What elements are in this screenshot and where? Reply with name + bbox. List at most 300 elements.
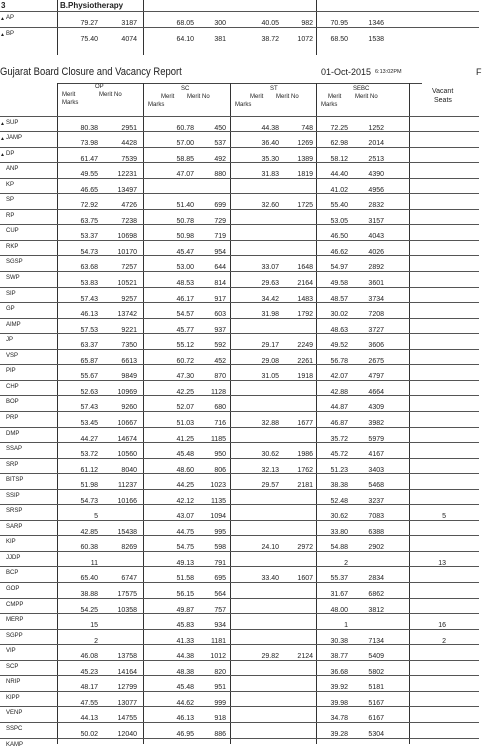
cell-sebc-merit: 70.95 <box>330 20 348 27</box>
cell-sebc-merit: 36.68 <box>330 668 348 676</box>
cell-vacant: 5 <box>442 513 446 521</box>
cell-sc-no: 999 <box>214 699 226 707</box>
cell-sc-no: 806 <box>214 466 226 474</box>
row-code: SRP <box>6 461 19 468</box>
cell-st-no: 1483 <box>297 295 313 303</box>
cell-st-merit: 24.10 <box>261 544 279 552</box>
cell-sebc-merit: 33.80 <box>330 528 348 536</box>
cell-sebc-merit: 55.40 <box>330 202 348 210</box>
cell-op-no: 10698 <box>117 233 137 241</box>
cell-op-no: 4074 <box>121 36 137 43</box>
cell-sebc-no: 6388 <box>368 528 384 536</box>
cell-sebc-merit: 30.02 <box>330 311 348 319</box>
cell-sc-no: 719 <box>214 233 226 241</box>
report-time: 6:13:02PM <box>375 69 402 75</box>
header-st: ST <box>270 86 278 92</box>
row-code: SP <box>6 197 15 204</box>
cell-sc-merit: 46.95 <box>176 730 194 738</box>
cell-op-merit: 63.37 <box>80 342 98 350</box>
row-code: SWP <box>6 275 20 281</box>
cell-sebc-no: 2834 <box>368 575 384 583</box>
cell-op-merit: 63.68 <box>80 264 98 272</box>
cell-op-no: 10358 <box>117 606 137 614</box>
row-separator <box>0 193 479 194</box>
cell-op-no: 4726 <box>121 202 137 210</box>
cell-sebc-no: 6862 <box>368 591 384 598</box>
cell-sebc-merit: 39.28 <box>330 730 348 738</box>
cell-sc-merit: 45.47 <box>176 248 194 256</box>
cell-sc-merit: 50.78 <box>176 217 194 225</box>
cell-sc-no: 954 <box>214 248 226 256</box>
row-code: CMPP <box>6 601 24 608</box>
cell-sc-merit: 49.13 <box>176 559 194 567</box>
cell-sc-merit: 51.58 <box>176 575 194 583</box>
header-sebc-marks: Marks <box>321 102 338 108</box>
cell-op-no: 9257 <box>121 295 137 303</box>
cell-sc-no: 1023 <box>210 482 226 490</box>
row-separator <box>0 566 479 567</box>
cell-sebc-merit: 45.72 <box>330 451 348 459</box>
cell-sc-merit: 46.17 <box>176 295 194 303</box>
cell-sc-no: 699 <box>214 202 226 210</box>
cell-sc-no: 492 <box>214 155 226 163</box>
cell-sebc-no: 3734 <box>368 295 384 303</box>
cell-op-merit: 46.13 <box>80 311 98 319</box>
row-code: SSIP <box>6 492 20 499</box>
cell-sc-no: 820 <box>214 668 226 676</box>
cell-sebc-merit: 51.23 <box>330 466 348 474</box>
row-separator <box>0 224 479 225</box>
cell-sc-merit: 55.12 <box>176 342 194 350</box>
row-separator <box>0 131 479 132</box>
header-op-merit-no: Merit No <box>99 92 122 98</box>
row-code: AP <box>6 15 15 21</box>
row-marker-icon: ▲ <box>0 16 5 22</box>
cell-sc-no: 1094 <box>210 513 226 521</box>
cell-op-merit: 80.38 <box>80 124 98 132</box>
cell-op-merit: 53.83 <box>80 280 98 287</box>
cell-op-merit: 65.87 <box>80 357 98 365</box>
cell-sebc-no: 4956 <box>368 186 384 194</box>
cell-st-no: 2972 <box>297 544 313 552</box>
cell-op-merit: 54.73 <box>80 497 98 505</box>
cell-st-merit: 29.08 <box>261 357 279 365</box>
cell-op-merit: 46.65 <box>80 186 98 194</box>
row-code: CUP <box>6 228 19 235</box>
cell-vacant: 16 <box>438 622 446 630</box>
cell-op-merit: 46.08 <box>80 653 98 661</box>
cell-sebc-no: 5979 <box>368 435 384 443</box>
cell-op-no: 6747 <box>121 575 137 583</box>
cell-sebc-merit: 42.88 <box>330 388 348 396</box>
cell-st-no: 1918 <box>297 373 313 381</box>
course-name: B.Physiotherapy <box>60 1 124 10</box>
cell-sc-no: 680 <box>214 404 226 412</box>
report-date: 01-Oct-2015 <box>321 67 372 77</box>
cell-sebc-no: 5409 <box>368 653 384 661</box>
header-sebc-merit: Merit <box>328 94 342 100</box>
cell-sc-no: 729 <box>214 217 226 225</box>
cell-op-merit: 2 <box>94 637 98 645</box>
header-op-merit: Merit <box>62 92 76 98</box>
cell-sebc-no: 2513 <box>368 155 384 163</box>
report-title: Gujarat Board Closure and Vacancy Report <box>0 66 182 78</box>
cell-op-merit: 79.27 <box>80 20 98 27</box>
cell-op-no: 10170 <box>117 248 137 256</box>
row-separator <box>0 722 479 723</box>
row-code: DP <box>6 150 15 157</box>
cell-vacant: 2 <box>442 637 446 645</box>
cell-sc-no: 695 <box>214 575 226 583</box>
row-separator <box>0 458 479 459</box>
cell-op-no: 4428 <box>121 140 137 148</box>
cell-sebc-no: 1346 <box>368 20 384 27</box>
row-code: DMP <box>6 430 20 437</box>
cell-sc-no: 537 <box>214 140 226 148</box>
cell-sebc-merit: 62.98 <box>330 140 348 148</box>
cell-st-no: 1762 <box>297 466 313 474</box>
header-sebc: SEBC <box>353 86 370 92</box>
cell-sc-merit: 41.33 <box>176 637 194 645</box>
cell-op-merit: 73.98 <box>80 140 98 148</box>
cell-sc-no: 1185 <box>210 435 226 443</box>
cell-op-no: 12040 <box>117 730 137 738</box>
cell-op-merit: 55.67 <box>80 373 98 381</box>
cell-op-merit: 61.47 <box>80 155 98 163</box>
row-code: SGPP <box>6 632 23 639</box>
cell-sebc-no: 5167 <box>368 699 384 707</box>
cell-sebc-no: 3982 <box>368 419 384 427</box>
cut-off-char: F <box>476 67 482 77</box>
cell-sebc-no: 5304 <box>368 730 384 738</box>
cell-op-no: 6613 <box>121 357 137 365</box>
cell-op-merit: 63.75 <box>80 217 98 225</box>
cell-sc-merit: 47.30 <box>176 373 194 381</box>
cell-sc-merit: 44.62 <box>176 699 194 707</box>
cell-sebc-no: 4797 <box>368 373 384 381</box>
cell-sc-no: 918 <box>214 715 226 723</box>
cell-sc-merit: 48.60 <box>176 466 194 474</box>
cell-sc-merit: 48.38 <box>176 668 194 676</box>
cell-sc-merit: 51.40 <box>176 202 194 210</box>
cell-op-merit: 44.27 <box>80 435 98 443</box>
cell-sebc-no: 2014 <box>368 140 384 148</box>
cell-op-no: 12799 <box>117 684 137 692</box>
row-code: SCP <box>6 663 19 670</box>
cell-op-no: 7539 <box>121 155 137 163</box>
cell-sebc-merit: 44.40 <box>330 171 348 179</box>
cell-sc-no: 951 <box>214 684 226 692</box>
cell-sebc-merit: 38.38 <box>330 482 348 490</box>
cell-sc-no: 716 <box>214 419 226 427</box>
cell-op-merit: 50.02 <box>80 730 98 738</box>
row-code: SUP <box>6 119 19 126</box>
row-code: VSP <box>6 352 19 359</box>
cell-op-merit: 61.12 <box>80 466 98 474</box>
cell-op-merit: 49.55 <box>80 171 98 179</box>
cell-sebc-no: 3237 <box>368 497 384 505</box>
cell-sebc-no: 4390 <box>368 171 384 179</box>
row-code: JAMP <box>6 135 23 142</box>
row-code: KIPP <box>6 694 20 701</box>
cell-sc-merit: 54.57 <box>176 311 194 319</box>
header-sc-marks: Marks <box>148 102 165 108</box>
row-separator <box>0 691 479 692</box>
cell-sc-merit: 48.53 <box>176 280 194 287</box>
cell-op-merit: 42.85 <box>80 528 98 536</box>
cell-op-merit: 60.38 <box>80 544 98 552</box>
row-separator <box>0 380 479 381</box>
cell-op-merit: 54.73 <box>80 248 98 256</box>
row-separator <box>0 442 479 443</box>
cell-op-no: 7257 <box>121 264 137 272</box>
row-separator <box>0 411 479 412</box>
cell-sc-merit: 41.25 <box>176 435 194 443</box>
cell-sc-no: 1181 <box>210 637 226 645</box>
header-seats: Seats <box>434 97 452 104</box>
cell-op-merit: 53.45 <box>80 419 98 427</box>
cell-op-no: 10667 <box>117 419 137 427</box>
row-marker-icon: ▲ <box>0 32 5 38</box>
cell-sc-no: 757 <box>214 606 226 614</box>
cell-sebc-no: 6167 <box>368 715 384 723</box>
header-top-line <box>57 83 422 84</box>
row-separator <box>0 240 479 241</box>
cell-st-merit: 44.38 <box>261 124 279 132</box>
row-code: ANP <box>6 166 19 173</box>
cell-op-no: 10969 <box>117 388 137 396</box>
cell-sebc-no: 3606 <box>368 342 384 350</box>
cell-st-merit: 32.60 <box>261 202 279 210</box>
row-separator <box>0 598 479 599</box>
row-separator <box>0 535 479 536</box>
cell-sc-no: 1012 <box>210 653 226 661</box>
cell-st-no: 2124 <box>297 653 313 661</box>
row-code: PIP <box>6 368 16 375</box>
row-code: KP <box>6 181 15 188</box>
cell-st-no: 2249 <box>297 342 313 350</box>
cell-st-merit: 29.57 <box>261 482 279 490</box>
cell-sebc-merit: 39.92 <box>330 684 348 692</box>
cell-sc-no: 452 <box>214 357 226 365</box>
cell-sc-no: 592 <box>214 342 226 350</box>
row-separator <box>0 271 479 272</box>
cell-sc-merit: 58.85 <box>176 155 194 163</box>
cell-sc-merit: 68.05 <box>176 20 194 27</box>
header-sc-merit-no: Merit No <box>187 94 210 100</box>
cell-op-no: 7350 <box>121 342 137 350</box>
header-sc-merit: Merit <box>161 94 175 100</box>
row-code: PRP <box>6 414 19 421</box>
cell-sebc-merit: 72.25 <box>330 124 348 132</box>
header-st-merit: Merit <box>250 94 264 100</box>
cell-sebc-merit: 55.37 <box>330 575 348 583</box>
cell-sc-merit: 45.48 <box>176 684 194 692</box>
row-separator <box>0 287 479 288</box>
cell-st-no: 1648 <box>297 264 313 272</box>
cell-st-no: 982 <box>301 20 313 27</box>
cell-sebc-no: 7083 <box>368 513 384 521</box>
cell-sc-merit: 49.87 <box>176 606 194 614</box>
cell-sc-merit: 43.07 <box>176 513 194 521</box>
cell-sc-no: 564 <box>214 591 226 598</box>
cell-op-merit: 52.63 <box>80 388 98 396</box>
cell-sc-no: 886 <box>214 730 226 738</box>
cell-sc-no: 1135 <box>210 497 226 505</box>
cell-op-no: 13742 <box>117 311 137 319</box>
cell-sc-no: 950 <box>214 451 226 459</box>
cell-sc-merit: 51.03 <box>176 419 194 427</box>
row-code: SSPC <box>6 725 23 732</box>
cell-sc-merit: 45.83 <box>176 622 194 630</box>
cell-op-no: 15438 <box>117 528 137 536</box>
header-sebc-merit-no: Merit No <box>355 94 378 100</box>
cell-st-merit: 35.30 <box>261 155 279 163</box>
row-separator <box>0 473 479 474</box>
cell-sebc-merit: 49.58 <box>330 280 348 287</box>
row-code: JP <box>6 337 14 344</box>
cell-sebc-merit: 48.63 <box>330 326 348 334</box>
row-separator <box>0 395 479 396</box>
cell-op-no: 10560 <box>117 451 137 459</box>
cell-sc-merit: 50.98 <box>176 233 194 241</box>
cell-sebc-merit: 34.78 <box>330 715 348 723</box>
cell-st-no: 1986 <box>297 451 313 459</box>
cell-sebc-no: 7134 <box>368 637 384 645</box>
cell-st-merit: 31.83 <box>261 171 279 179</box>
row-separator <box>0 302 479 303</box>
row-separator <box>0 147 479 148</box>
cell-st-merit: 33.07 <box>261 264 279 272</box>
cell-sebc-no: 3727 <box>368 326 384 334</box>
cell-sc-no: 381 <box>214 36 226 43</box>
cell-op-merit: 47.55 <box>80 699 98 707</box>
cell-sebc-no: 5468 <box>368 482 384 490</box>
row-code: BCP <box>6 570 19 577</box>
row-separator <box>0 255 479 256</box>
header-op: OP <box>95 84 104 90</box>
cell-sebc-merit: 56.78 <box>330 357 348 365</box>
row-code: BITSP <box>6 477 24 484</box>
cell-sc-merit: 47.07 <box>176 171 194 179</box>
row-separator <box>0 11 479 12</box>
row-code: MERP <box>6 617 24 624</box>
cell-st-merit: 29.17 <box>261 342 279 350</box>
cell-sebc-no: 1252 <box>368 124 384 132</box>
cell-sc-no: 450 <box>214 124 226 132</box>
cell-sebc-merit: 39.98 <box>330 699 348 707</box>
header-op-marks: Marks <box>62 100 79 106</box>
row-separator <box>0 582 479 583</box>
cell-sebc-no: 2832 <box>368 202 384 210</box>
row-separator <box>0 427 479 428</box>
cell-sc-merit: 44.38 <box>176 653 194 661</box>
cell-sebc-merit: 2 <box>344 559 348 567</box>
cell-op-no: 14674 <box>117 435 137 443</box>
cell-op-merit: 53.37 <box>80 233 98 241</box>
cell-st-merit: 33.40 <box>261 575 279 583</box>
cell-op-no: 3187 <box>121 20 137 27</box>
cell-st-no: 1607 <box>297 575 313 583</box>
cell-sebc-merit: 44.87 <box>330 404 348 412</box>
cell-sc-no: 644 <box>214 264 226 272</box>
cell-sebc-no: 3812 <box>368 606 384 614</box>
header-sc: SC <box>181 86 190 92</box>
cell-st-merit: 36.40 <box>261 140 279 148</box>
cell-sebc-no: 4043 <box>368 233 384 241</box>
row-code: BOP <box>6 399 19 406</box>
cell-op-merit: 65.40 <box>80 575 98 583</box>
cell-sebc-merit: 54.97 <box>330 264 348 272</box>
row-separator <box>0 178 479 179</box>
cell-op-merit: 5 <box>94 513 98 521</box>
cell-sc-no: 791 <box>214 559 226 567</box>
cell-op-merit: 57.53 <box>80 326 98 334</box>
cell-op-merit: 53.72 <box>80 451 98 459</box>
cell-sebc-merit: 1 <box>344 622 348 630</box>
row-marker-icon: ▲ <box>0 136 5 143</box>
cell-sebc-merit: 42.07 <box>330 373 348 381</box>
row-code: BP <box>6 31 15 37</box>
row-code: SARP <box>6 523 23 530</box>
row-separator <box>0 706 479 707</box>
cell-sebc-no: 4309 <box>368 404 384 412</box>
cell-op-merit: 15 <box>90 622 98 630</box>
cell-sc-merit: 54.75 <box>176 544 194 552</box>
cell-st-no: 2261 <box>297 357 313 365</box>
row-code: RKP <box>6 243 19 250</box>
cell-sebc-no: 4167 <box>368 451 384 459</box>
cell-sc-merit: 45.77 <box>176 326 194 334</box>
cell-vacant: 13 <box>438 559 446 567</box>
cell-st-merit: 31.05 <box>261 373 279 381</box>
cell-sebc-no: 7208 <box>368 311 384 319</box>
cell-op-no: 7238 <box>121 217 137 225</box>
cell-st-merit: 29.63 <box>261 280 279 287</box>
row-separator <box>0 489 479 490</box>
row-separator <box>0 333 479 334</box>
cell-st-no: 1792 <box>297 311 313 319</box>
cell-op-no: 9260 <box>121 404 137 412</box>
row-code: KAMP <box>6 741 24 748</box>
cell-op-merit: 75.40 <box>80 36 98 43</box>
cell-sc-no: 814 <box>214 280 226 287</box>
cell-op-merit: 11 <box>90 559 98 567</box>
cell-sc-no: 1128 <box>210 388 226 396</box>
cell-sc-merit: 60.72 <box>176 357 194 365</box>
row-separator <box>0 629 479 630</box>
cell-sebc-merit: 53.05 <box>330 217 348 225</box>
cell-sebc-merit: 52.48 <box>330 497 348 505</box>
cell-st-merit: 31.98 <box>261 311 279 319</box>
cell-op-no: 13497 <box>117 186 137 194</box>
cell-sebc-merit: 48.57 <box>330 295 348 303</box>
cell-sc-no: 917 <box>214 295 226 303</box>
cell-st-no: 1725 <box>297 202 313 210</box>
course-number: 3 <box>1 1 6 10</box>
row-code: GP <box>6 306 15 313</box>
cell-sebc-merit: 49.52 <box>330 342 348 350</box>
row-separator <box>0 364 479 365</box>
cell-op-merit: 57.43 <box>80 404 98 412</box>
row-code: SIP <box>6 290 16 297</box>
cell-sc-merit: 64.10 <box>176 36 194 43</box>
cell-sebc-merit: 38.77 <box>330 653 348 661</box>
cell-op-merit: 44.13 <box>80 715 98 723</box>
cell-sebc-merit: 30.62 <box>330 513 348 521</box>
row-separator <box>0 738 479 739</box>
cell-sebc-merit: 58.12 <box>330 155 348 163</box>
